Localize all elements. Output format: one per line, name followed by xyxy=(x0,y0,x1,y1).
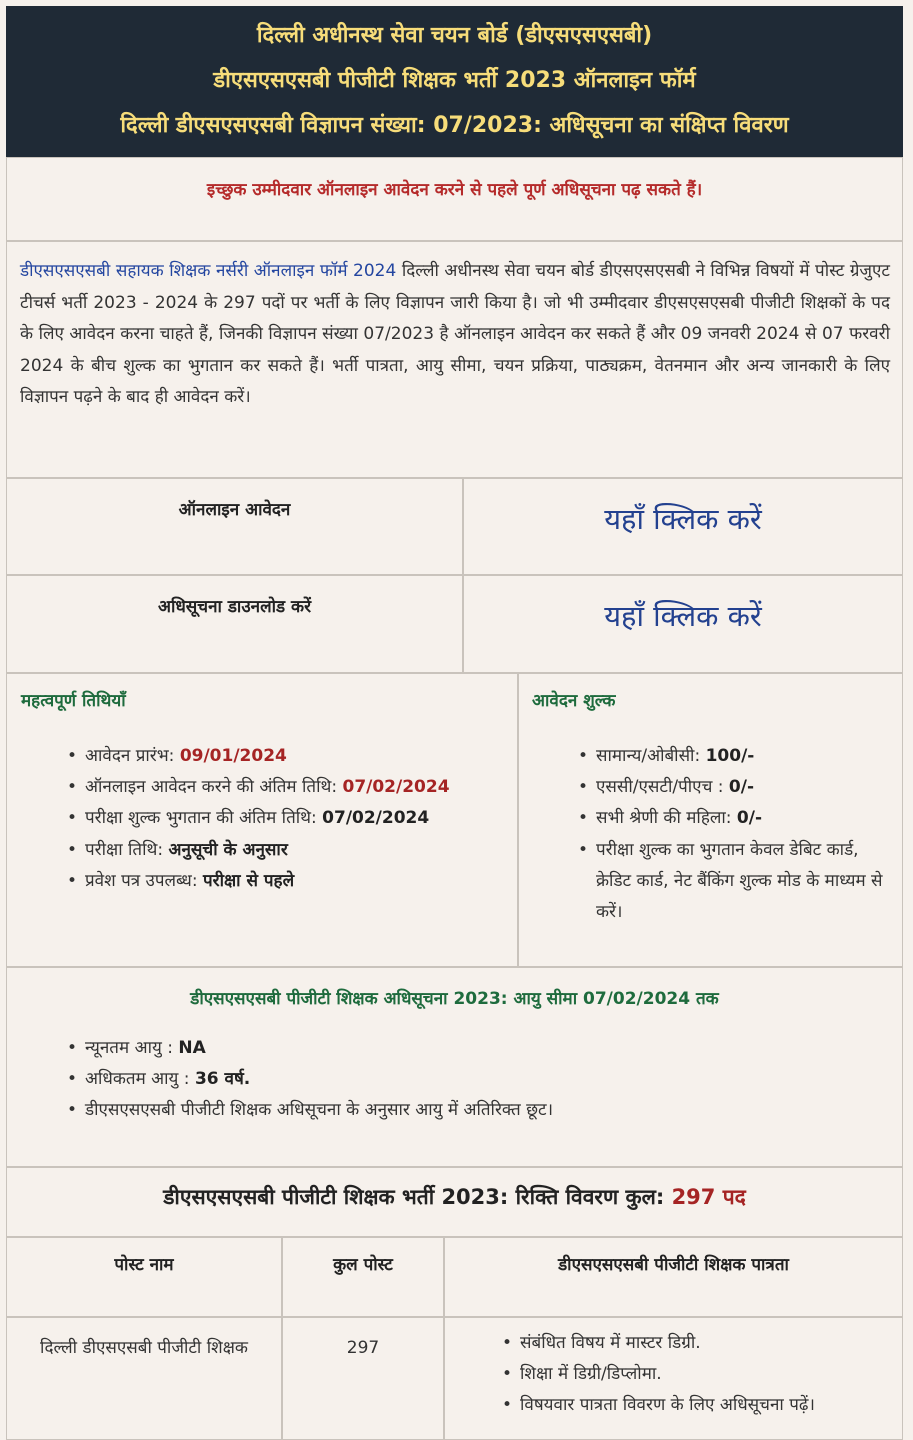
age-limit-section xyxy=(6,967,903,1167)
eligibility-item: शिक्षा में डिग्री/डिप्लोमा. xyxy=(520,1364,662,1385)
page-header xyxy=(6,6,903,157)
header-advt-title: दिल्ली डीएसएसएसबी विज्ञापन संख्या: 07/2023: अधिसूचना का संक्षिप्त विवरण xyxy=(120,113,789,138)
list-item xyxy=(65,741,517,772)
eligibility-item: विषयवार पात्रता विवरण के लिए अधिसूचना पढ़ें। xyxy=(520,1395,815,1416)
fee-label: सामान्य/ओबीसी: xyxy=(596,746,706,766)
list-item xyxy=(500,1359,902,1390)
min-age-label: न्यूनतम आयु : xyxy=(85,1038,179,1058)
list-item xyxy=(65,803,517,834)
fee-value: 100/- xyxy=(705,746,755,766)
date-label: परीक्षा तिथि: xyxy=(85,839,169,860)
notification-download-label-cell xyxy=(6,575,463,673)
post-name-value: दिल्ली डीएसएसबी पीजीटी शिक्षक xyxy=(40,1338,248,1358)
table-cell-post-name xyxy=(6,1317,282,1440)
header-board-name: दिल्ली अधीनस्थ सेवा चयन बोर्ड (डीएसएसएसबी) xyxy=(256,23,653,48)
list-item xyxy=(576,803,888,834)
fee-label: एससी/एसटी/पीएच : xyxy=(596,777,729,798)
table-cell-total-posts xyxy=(282,1317,444,1440)
vacancy-title-row xyxy=(6,1167,903,1237)
application-fee-title: आवेदन शुल्क xyxy=(532,691,616,711)
date-value: परीक्षा से पहले xyxy=(202,870,295,891)
online-apply-link[interactable]: यहाँ क्लिक करें xyxy=(604,502,762,536)
post-name-header: पोस्ट नाम xyxy=(114,1255,174,1275)
vacancy-title-text: डीएसएसएसबी पीजीटी शिक्षक भर्ती 2023: रिक्ति विवरण कुल: xyxy=(163,1185,672,1209)
online-apply-link-cell xyxy=(463,478,903,575)
description-text: दिल्ली अधीनस्थ सेवा चयन बोर्ड डीएसएसएसबी ने विभिन्न विषयों में पोस्ट ग्रेजुएट टीचर्स भर्ती 2023 - 2024 के 297 पदों पर भर्ती के लिए विज्ञापन जारी किया है। जो भी उम्मीदवार डीएसएसएसबी पीजीटी शिक्षकों के पद के लिए आवेदन करना चाहते हैं, जिनकी विज्ञापन संख्या 07/2023 है ऑनलाइन आवेदन कर सकते हैं और 09 जनवरी 2024 से 07 फरवरी 2024 के बीच शुल्क का भुगतान कर सकते हैं। भर्ती पात्रता, आयु सीमा, चयन प्रक्रिया, पाठ्यक्रम, वेतनमान और अन्य जानकारी के लिए विज्ञापन पढ़ने के बाद ही आवेदन करें। xyxy=(20,261,891,408)
list-item xyxy=(576,835,888,929)
online-apply-label: ऑनलाइन आवेदन xyxy=(178,500,291,520)
application-fee-list xyxy=(576,741,888,928)
description-paragraph xyxy=(6,241,903,478)
nursery-form-link[interactable]: डीएसएसएसबी सहायक शिक्षक नर्सरी ऑनलाइन फॉर्म 2024 xyxy=(20,261,397,281)
important-dates-list xyxy=(65,741,517,897)
age-limit-title: डीएसएसएसबी पीजीटी शिक्षक अधिसूचना 2023: आयु सीमा 07/02/2024 तक xyxy=(190,989,719,1009)
list-item xyxy=(500,1328,902,1359)
total-posts-header: कुल पोस्ट xyxy=(333,1255,393,1275)
list-item xyxy=(500,1390,902,1421)
max-age-label: अधिकतम आयु : xyxy=(85,1069,195,1090)
list-item xyxy=(65,835,517,866)
date-value: अनुसूची के अनुसार xyxy=(168,839,288,860)
header-form-title: डीएसएसएसबी पीजीटी शिक्षक भर्ती 2023 ऑनलाइन फॉर्म xyxy=(213,68,696,93)
column-header-eligibility xyxy=(444,1237,903,1317)
list-item xyxy=(576,741,888,772)
fee-value: 0/- xyxy=(728,777,754,798)
eligibility-list xyxy=(500,1328,902,1422)
eligibility-item: संबंधित विषय में मास्टर डिग्री. xyxy=(520,1333,701,1353)
list-item xyxy=(65,1095,902,1126)
eligibility-header: डीएसएसएसबी पीजीटी शिक्षक पात्रता xyxy=(558,1255,789,1275)
vacancy-total: 297 पद xyxy=(671,1185,746,1209)
total-posts-value: 297 xyxy=(346,1338,380,1358)
list-item xyxy=(65,1033,902,1064)
important-dates-title: महत्वपूर्ण तिथियाँ xyxy=(21,691,126,711)
notification-download-link[interactable]: यहाँ क्लिक करें xyxy=(604,599,762,633)
important-dates-section xyxy=(6,673,518,967)
intro-note-text: इच्छुक उम्मीदवार ऑनलाइन आवेदन करने से पहले पूर्ण अधिसूचना पढ़ सकते हैं। xyxy=(206,180,703,200)
date-value: 07/02/2024 xyxy=(322,808,430,829)
table-cell-eligibility xyxy=(444,1317,903,1440)
date-value: 09/01/2024 xyxy=(179,746,287,766)
age-relaxation-text: डीएसएसएसबी पीजीटी शिक्षक अधिसूचना के अनुसार आयु में अतिरिक्त छूट। xyxy=(85,1100,554,1121)
date-label: ऑनलाइन आवेदन करने की अंतिम तिथि: xyxy=(85,777,343,798)
fee-payment-note: परीक्षा शुल्क का भुगतान केवल डेबिट कार्ड, क्रेडिट कार्ड, नेट बैंकिंग शुल्क मोड के माध्यम से करें। xyxy=(596,839,883,923)
list-item xyxy=(65,866,517,897)
min-age-value: NA xyxy=(178,1038,206,1058)
vacancy-title xyxy=(7,1183,902,1211)
online-apply-label-cell xyxy=(6,478,463,575)
column-header-post-name xyxy=(6,1237,282,1317)
date-value: 07/02/2024 xyxy=(342,777,450,798)
notification-download-label: अधिसूचना डाउनलोड करें xyxy=(157,597,312,617)
age-limit-list xyxy=(65,1033,902,1127)
date-label: प्रवेश पत्र उपलब्ध: xyxy=(85,870,203,891)
notification-download-link-cell xyxy=(463,575,903,673)
fee-label: सभी श्रेणी की महिला: xyxy=(596,808,737,829)
list-item xyxy=(576,772,888,803)
max-age-value: 36 वर्ष. xyxy=(194,1069,251,1090)
list-item xyxy=(65,1064,902,1095)
list-item xyxy=(65,772,517,803)
intro-note xyxy=(6,157,903,241)
date-label: परीक्षा शुल्क भुगतान की अंतिम तिथि: xyxy=(85,808,323,829)
application-fee-section xyxy=(518,673,903,967)
date-label: आवेदन प्रारंभ: xyxy=(85,746,180,766)
column-header-total-posts xyxy=(282,1237,444,1317)
fee-value: 0/- xyxy=(736,808,762,829)
